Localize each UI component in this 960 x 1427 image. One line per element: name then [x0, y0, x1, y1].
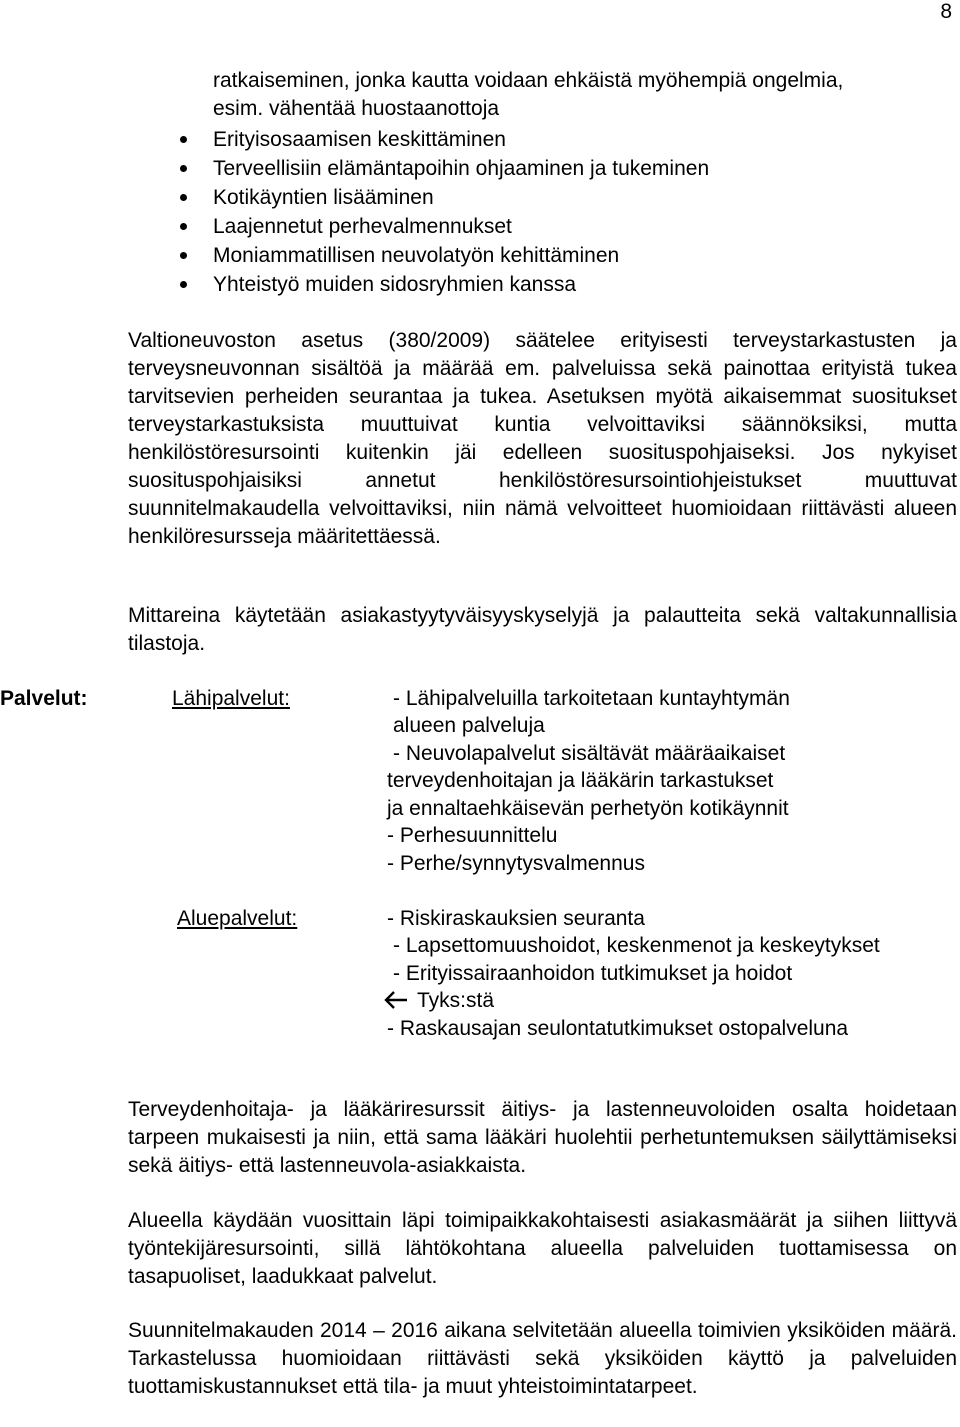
bullet-text: Yhteistyö muiden sidosryhmien kanssa	[213, 273, 577, 296]
tyks-text: Tyks:stä	[417, 989, 495, 1012]
bullet-icon	[180, 223, 187, 230]
bullet-icon	[180, 252, 187, 259]
aluepalvelut-label: Aluepalvelut:	[177, 907, 298, 930]
lahipalvelut-line: - Perhesuunnittelu	[387, 824, 558, 847]
aluepalvelut-line: - Lapsettomuushoidot, keskenmenot ja keskeytykset	[393, 934, 880, 957]
services-label: Palvelut:	[0, 687, 88, 710]
arrow-left-icon	[383, 990, 409, 1010]
bullet-text: Terveellisiin elämäntapoihin ohjaaminen ja tukeminen	[213, 157, 710, 180]
aluepalvelut-arrow-line	[383, 987, 494, 1015]
lahipalvelut-line: ja ennaltaehkäisevän perhetyön kotikäynnit	[387, 797, 789, 820]
list-item	[0, 212, 709, 241]
lahipalvelut-line: - Lähipalveluilla tarkoitetaan kuntayhtymän	[393, 687, 790, 710]
lahipalvelut-label: Lähipalvelut:	[172, 687, 290, 710]
lahipalvelut-line: - Perhe/synnytysvalmennus	[387, 852, 645, 875]
bullet-list	[0, 125, 709, 299]
aluepalvelut-line: - Riskiraskauksien seuranta	[387, 907, 645, 930]
continuation-line-1: ratkaiseminen, jonka kautta voidaan ehkäistä myöhempiä ongelmia,	[213, 69, 844, 92]
aluepalvelut-line: - Erityissairaanhoidon tutkimukset ja hoidot	[393, 962, 793, 985]
bullet-text: Laajennetut perhevalmennukset	[213, 215, 512, 238]
paragraph-resurssit: Terveydenhoitaja- ja lääkäriresurssit äitiys- ja lastenneuvoloiden osalta hoidetaan tarpeen mukaisesti ja niin, että sama lääkäri huolehtii perhetuntemuksen säilyttämiseksi sekä äitiys- että lastenneuvola-asiakkaista.	[128, 1098, 957, 1177]
lahipalvelut-line: - Neuvolapalvelut sisältävät määräaikaiset	[393, 742, 786, 765]
bullet-icon	[180, 165, 187, 172]
bullet-icon	[180, 136, 187, 143]
bullet-icon	[180, 194, 187, 201]
paragraph-mittareina: Mittareina käytetään asiakastyytyväisyyskyselyjä ja palautteita sekä valtakunnallisia tilastoja.	[128, 604, 957, 655]
bullet-text: Moniammatillisen neuvolatyön kehittäminen	[213, 244, 620, 267]
continuation-line-2: esim. vähentää huostaanottoja	[213, 97, 500, 120]
list-item	[0, 183, 709, 212]
bullet-text: Kotikäyntien lisääminen	[213, 186, 434, 209]
paragraph-alueella: Alueella käydään vuosittain läpi toimipaikkakohtaisesti asiakasmäärät ja siihen liittyvä työntekijäresursointi, sillä lähtökohtana alueella palveluiden tuottamisessa on tasapuoliset, laadukkaat palvelut.	[128, 1209, 957, 1288]
bullet-icon	[180, 281, 187, 288]
list-item	[0, 125, 709, 154]
lahipalvelut-line: alueen palveluja	[393, 714, 545, 737]
aluepalvelut-line: - Raskausajan seulontatutkimukset ostopalveluna	[387, 1017, 849, 1040]
page-number: 8	[940, 0, 952, 23]
paragraph-asetus: Valtioneuvoston asetus (380/2009) säätelee erityisesti terveystarkastusten ja terveysneuvonnan sisältöä ja määrää em. palveluissa sekä painottaa erityistä tukea tarvitsevien perheiden seurantaa ja tukea. Asetuksen myötä aikaisemmat suositukset terveystarkastuksista muuttuivat kuntia velvoittaviksi säännöksiksi, mutta henkilöstöresursointi kuitenkin jäi edelleen suosituspohjaiseksi. Jos nykyiset suosituspohjaisiksi annetut henkilöstöresursointiohjeistukset muuttuvat suunnitelmakaudella velvoittaviksi, niin nämä velvoitteet huomioidaan riittävästi alueen henkilöresursseja määritettäessä.	[128, 329, 957, 548]
lahipalvelut-line: terveydenhoitajan ja lääkärin tarkastukset	[387, 769, 774, 792]
list-item	[0, 154, 709, 183]
list-item	[0, 241, 709, 270]
paragraph-suunnitelma: Suunnitelmakauden 2014 – 2016 aikana selvitetään alueella toimivien yksiköiden määrä. Tarkastelussa huomioidaan riittävästi sekä yksiköiden käyttö ja palveluiden tuottamiskustannukset että tila- ja muut yhteistoimintatarpeet.	[128, 1319, 957, 1398]
bullet-text: Erityisosaamisen keskittäminen	[213, 128, 506, 151]
list-item	[0, 270, 709, 299]
